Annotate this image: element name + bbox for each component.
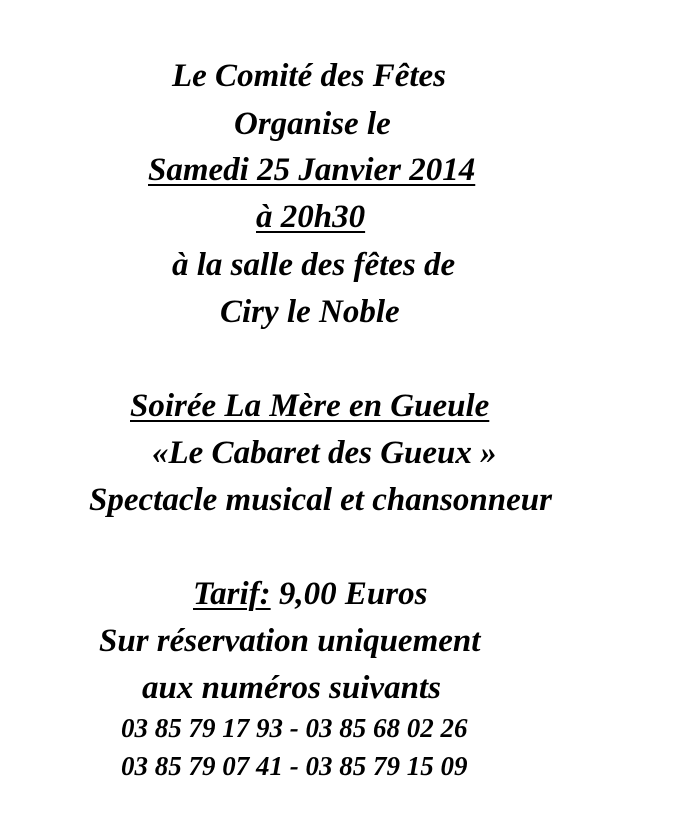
organizer-line: Le Comité des Fêtes [172, 58, 447, 94]
reservation-line-2: aux numéros suivants [142, 670, 441, 706]
event-date: Samedi 25 Janvier 2014 [148, 152, 476, 188]
event-time: à 20h30 [256, 199, 366, 235]
venue-line-1: à la salle des fêtes de [172, 247, 456, 283]
reservation-line-1: Sur réservation uniquement [99, 623, 481, 659]
show-description: Spectacle musical et chansonneur [89, 482, 552, 518]
price-label: Tarif: [193, 576, 271, 612]
organise-line: Organise le [234, 106, 391, 142]
price-value: 9,00 Euros [270, 576, 428, 612]
phone-numbers-row-1: 03 85 79 17 93 - 03 85 68 02 26 [121, 713, 468, 743]
show-name: «Le Cabaret des Gueux » [152, 435, 497, 471]
phone-numbers-row-2: 03 85 79 07 41 - 03 85 79 15 09 [121, 751, 468, 781]
event-title: Soirée La Mère en Gueule [130, 388, 490, 424]
venue-line-2: Ciry le Noble [220, 294, 400, 330]
price-line [193, 574, 427, 614]
